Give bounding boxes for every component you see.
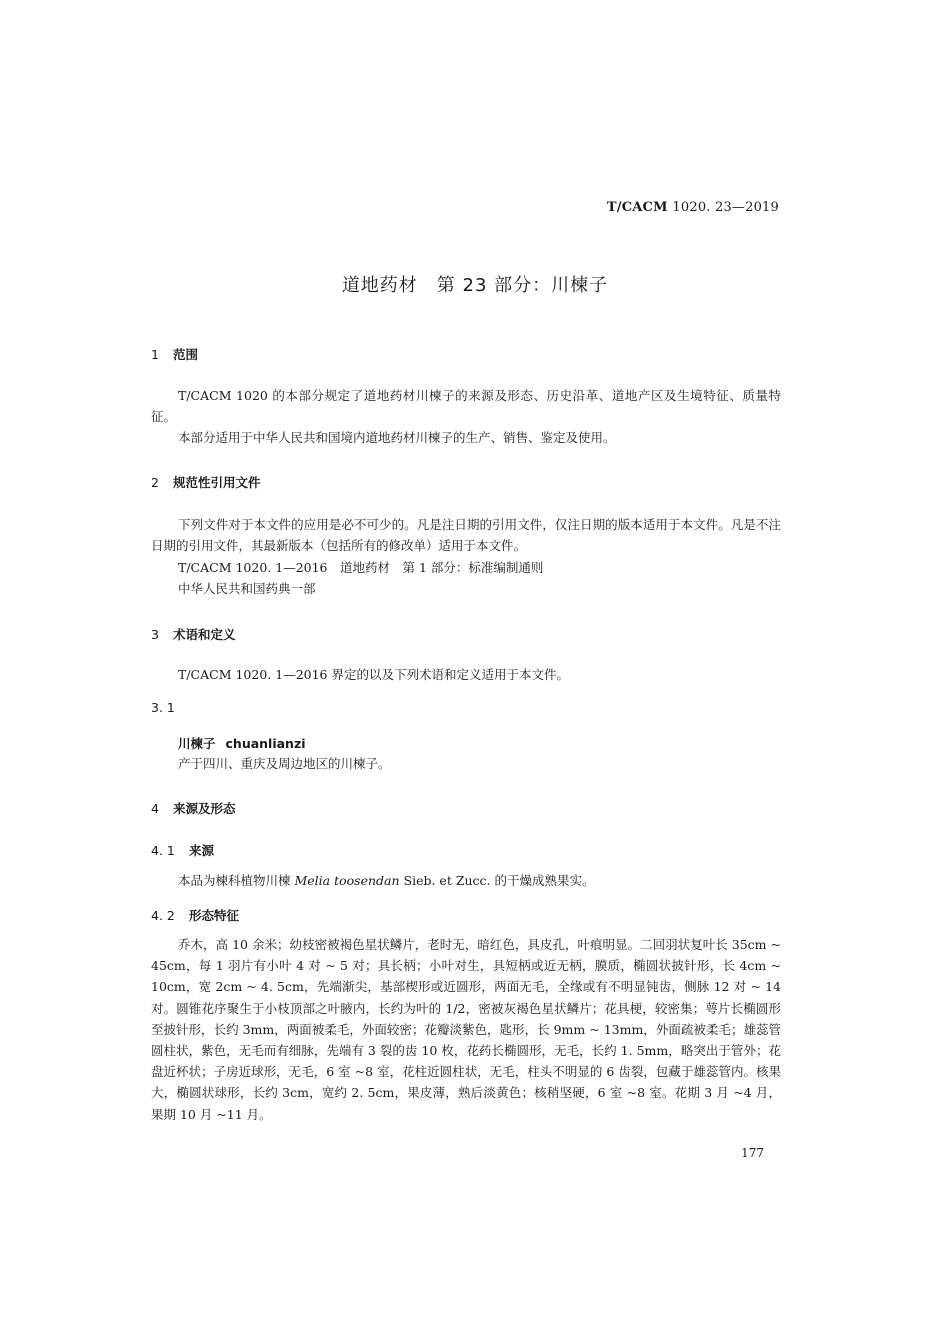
- section-title: 来源及形态: [173, 801, 236, 816]
- term-definition: 产于四川、重庆及周边地区的川楝子。: [178, 756, 391, 771]
- section-number: 3: [151, 627, 159, 642]
- subsection-4-2-heading: [151, 906, 239, 924]
- subsection-title: 来源: [189, 843, 215, 858]
- section-4-1-paragraph: [151, 870, 781, 891]
- term-english: chuanlianzi: [225, 736, 306, 751]
- morphology-paragraph: 乔木，高 10 余米；幼枝密被褐色星状鳞片，老时无，暗红色，具皮孔，叶痕明显。二回羽状复叶长 35cm ~ 45cm，每 1 羽片有小叶 4 对 ~ 5 对；具长柄；小叶对生，具短柄或近无柄，膜质，椭圆状披针形，长 4cm ~ 10cm，宽 2cm ~ 4. 5cm，先端渐尖，基部楔形或近圆形，两面无毛，全缘或有不明显钝齿，侧脉 12 对 ~ 14 对。圆锥花序聚生于小枝顶部之叶腋内，长约为叶的 1/2，密被灰褐色星状鳞片；花具梗，较密集；萼片长椭圆形至披针形，长约 3mm，两面被柔毛，外面较密；花瓣淡紫色，匙形，长 9mm ~ 13mm，外面疏被柔毛；雄蕊管圆柱状，紫色，无毛而有细脉，先端有 3 裂的齿 10 枚，花药长椭圆形，无毛，长约 1. 5mm，略突出于管外；花盘近杯状；子房近球形，无毛，6 室 ~8 室，花柱近圆柱状，无毛，柱头不明显的 6 齿裂，包藏于雄蕊管内。核果大，椭圆状球形，长约 3cm，宽约 2. 5cm，果皮薄，熟后淡黄色；核稍坚硬，6 室 ~8 室。花期 3 月 ~4 月，果期 10 月 ~11 月。: [151, 937, 781, 1122]
- section-4-heading: [151, 799, 236, 817]
- section-2-heading: [151, 473, 261, 491]
- subsection-title: 形态特征: [189, 908, 240, 923]
- term-entry: [178, 734, 306, 752]
- subsection-number: 4. 1: [151, 843, 175, 858]
- section-number: 1: [151, 347, 159, 362]
- source-text-post: Sieb. et Zucc. 的干燥成熟果实。: [399, 873, 595, 888]
- reference-2: 中华人民共和国药典一部: [178, 581, 316, 596]
- page-number: 177: [741, 1146, 764, 1160]
- latin-name: Melia toosendan: [294, 873, 400, 888]
- subsection-4-1-heading: [151, 841, 214, 859]
- source-text-pre: 本品为楝科植物川楝: [178, 873, 295, 888]
- section-title: 范围: [173, 347, 199, 362]
- section-3-paragraph-1: T/CACM 1020. 1—2016 界定的以及下列术语和定义适用于本文件。: [178, 667, 569, 682]
- section-number: 4: [151, 801, 159, 816]
- section-2-paragraph-1: 下列文件对于本文件的应用是必不可少的。凡是注日期的引用文件，仅注日期的版本适用于本文件。凡是不注日期的引用文件，其最新版本（包括所有的修改单）适用于本文件。: [151, 517, 781, 554]
- section-1-paragraph-2: 本部分适用于中华人民共和国境内道地药材川楝子的生产、销售、鉴定及使用。: [178, 430, 616, 445]
- standard-prefix: T/CACM: [606, 200, 668, 215]
- subsection-3-1-number: 3. 1: [151, 700, 175, 715]
- section-1-heading: [151, 345, 198, 363]
- standard-code: [607, 200, 779, 215]
- document-title: 道地药材 第 23 部分：川楝子: [341, 275, 609, 296]
- reference-1: T/CACM 1020. 1—2016 道地药材 第 1 部分：标准编制通则: [178, 560, 544, 575]
- subsection-number: 4. 2: [151, 908, 175, 923]
- section-1-paragraph-1: T/CACM 1020 的本部分规定了道地药材川楝子的来源及形态、历史沿革、道地产区及生境特征、质量特征。: [151, 388, 781, 425]
- section-number: 2: [151, 475, 159, 490]
- section-title: 术语和定义: [173, 627, 236, 642]
- section-3-heading: [151, 625, 236, 643]
- section-title: 规范性引用文件: [173, 475, 261, 490]
- standard-number: 1020. 23—2019: [672, 200, 779, 215]
- term-chinese: 川楝子: [178, 736, 216, 751]
